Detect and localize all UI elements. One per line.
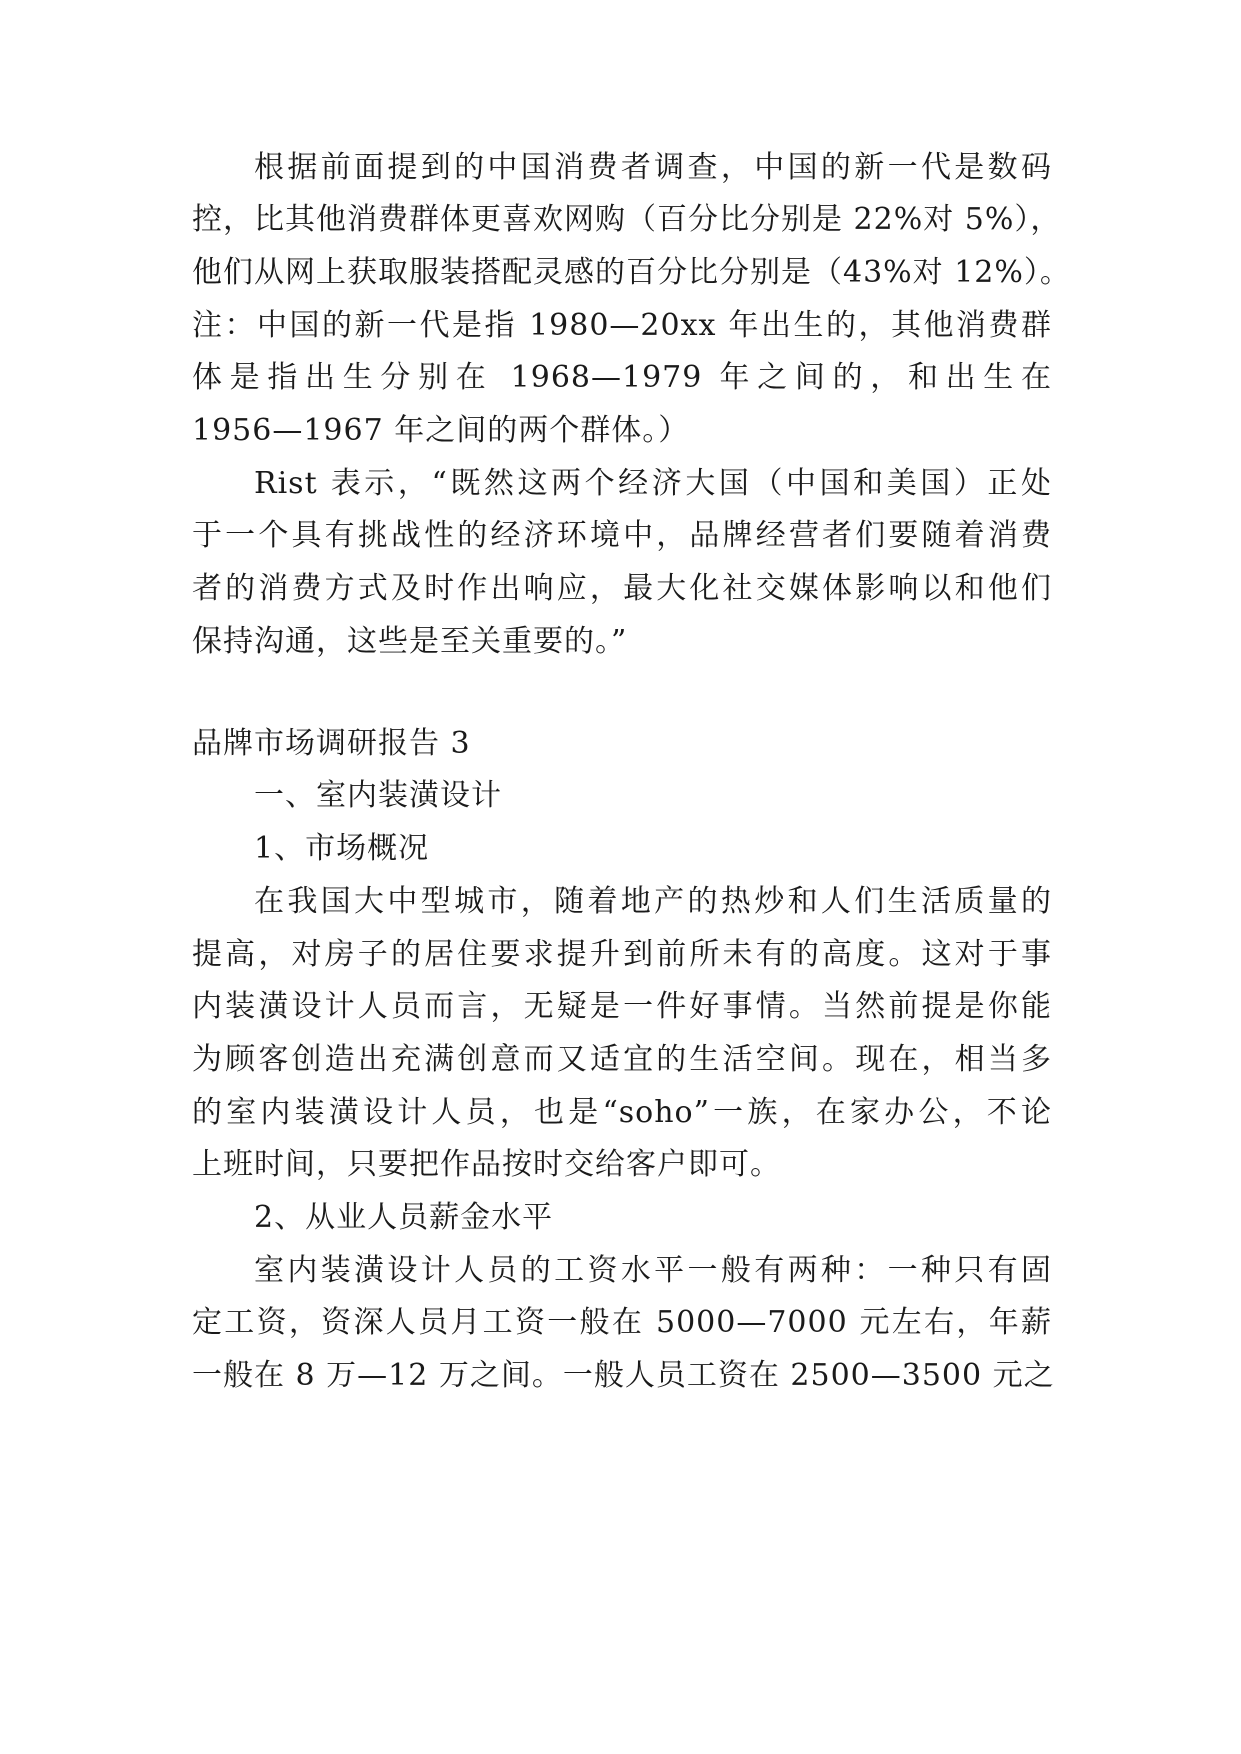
paragraph-line: 者的消费方式及时作出响应，最大化社交媒体影响以和他们 [192,571,1052,606]
paragraph-line: 上班时间，只要把作品按时交给客户即可。 [192,1147,781,1182]
paragraph-line: 1956—1967 年之间的两个群体。） [192,413,690,448]
paragraph-line: 根据前面提到的中国消费者调查，中国的新一代是数码 [254,150,1052,185]
subheading: 2、从业人员薪金水平 [254,1200,554,1235]
paragraph-line: 一般在 8 万—12 万之间。一般人员工资在 2500—3500 元之 [192,1358,1055,1393]
paragraph-line: Rist 表示，“既然这两个经济大国（中国和美国）正处 [254,466,1052,501]
paragraph-line: 体是指出生分别在 1968—1979 年之间的，和出生在 [192,360,1052,395]
paragraph-line: 定工资，资深人员月工资一般在 5000—7000 元左右，年薪 [192,1305,1052,1340]
paragraph-line: 保持沟通，这些是至关重要的。” [192,624,628,659]
paragraph-line: 控，比其他消费群体更喜欢网购（百分比分别是 22%对 5%）， [192,202,1062,237]
subheading: 1、市场概况 [254,831,430,866]
paragraph-line: 提高，对房子的居住要求提升到前所未有的高度。这对于事 [192,937,1052,972]
paragraph-line: 他们从网上获取服装搭配灵感的百分比分别是（43%对 12%）。 [192,255,1071,290]
paragraph-line: 室内装潢设计人员的工资水平一般有两种：一种只有固 [254,1253,1052,1288]
heading: 一、室内装潢设计 [254,778,502,813]
paragraph-line: 注：中国的新一代是指 1980—20xx 年出生的，其他消费群 [192,308,1052,343]
paragraph-line: 在我国大中型城市，随着地产的热炒和人们生活质量的 [254,884,1052,919]
paragraph-line: 于一个具有挑战性的经济环境中，品牌经营者们要随着消费 [192,518,1052,553]
paragraph-line: 内装潢设计人员而言，无疑是一件好事情。当然前提是你能 [192,989,1052,1024]
section-title: 品牌市场调研报告 3 [192,726,471,761]
paragraph-line: 的室内装潢设计人员，也是“soho”一族，在家办公，不论 [192,1095,1052,1130]
paragraph-line: 为顾客创造出充满创意而又适宜的生活空间。现在，相当多 [192,1042,1052,1077]
